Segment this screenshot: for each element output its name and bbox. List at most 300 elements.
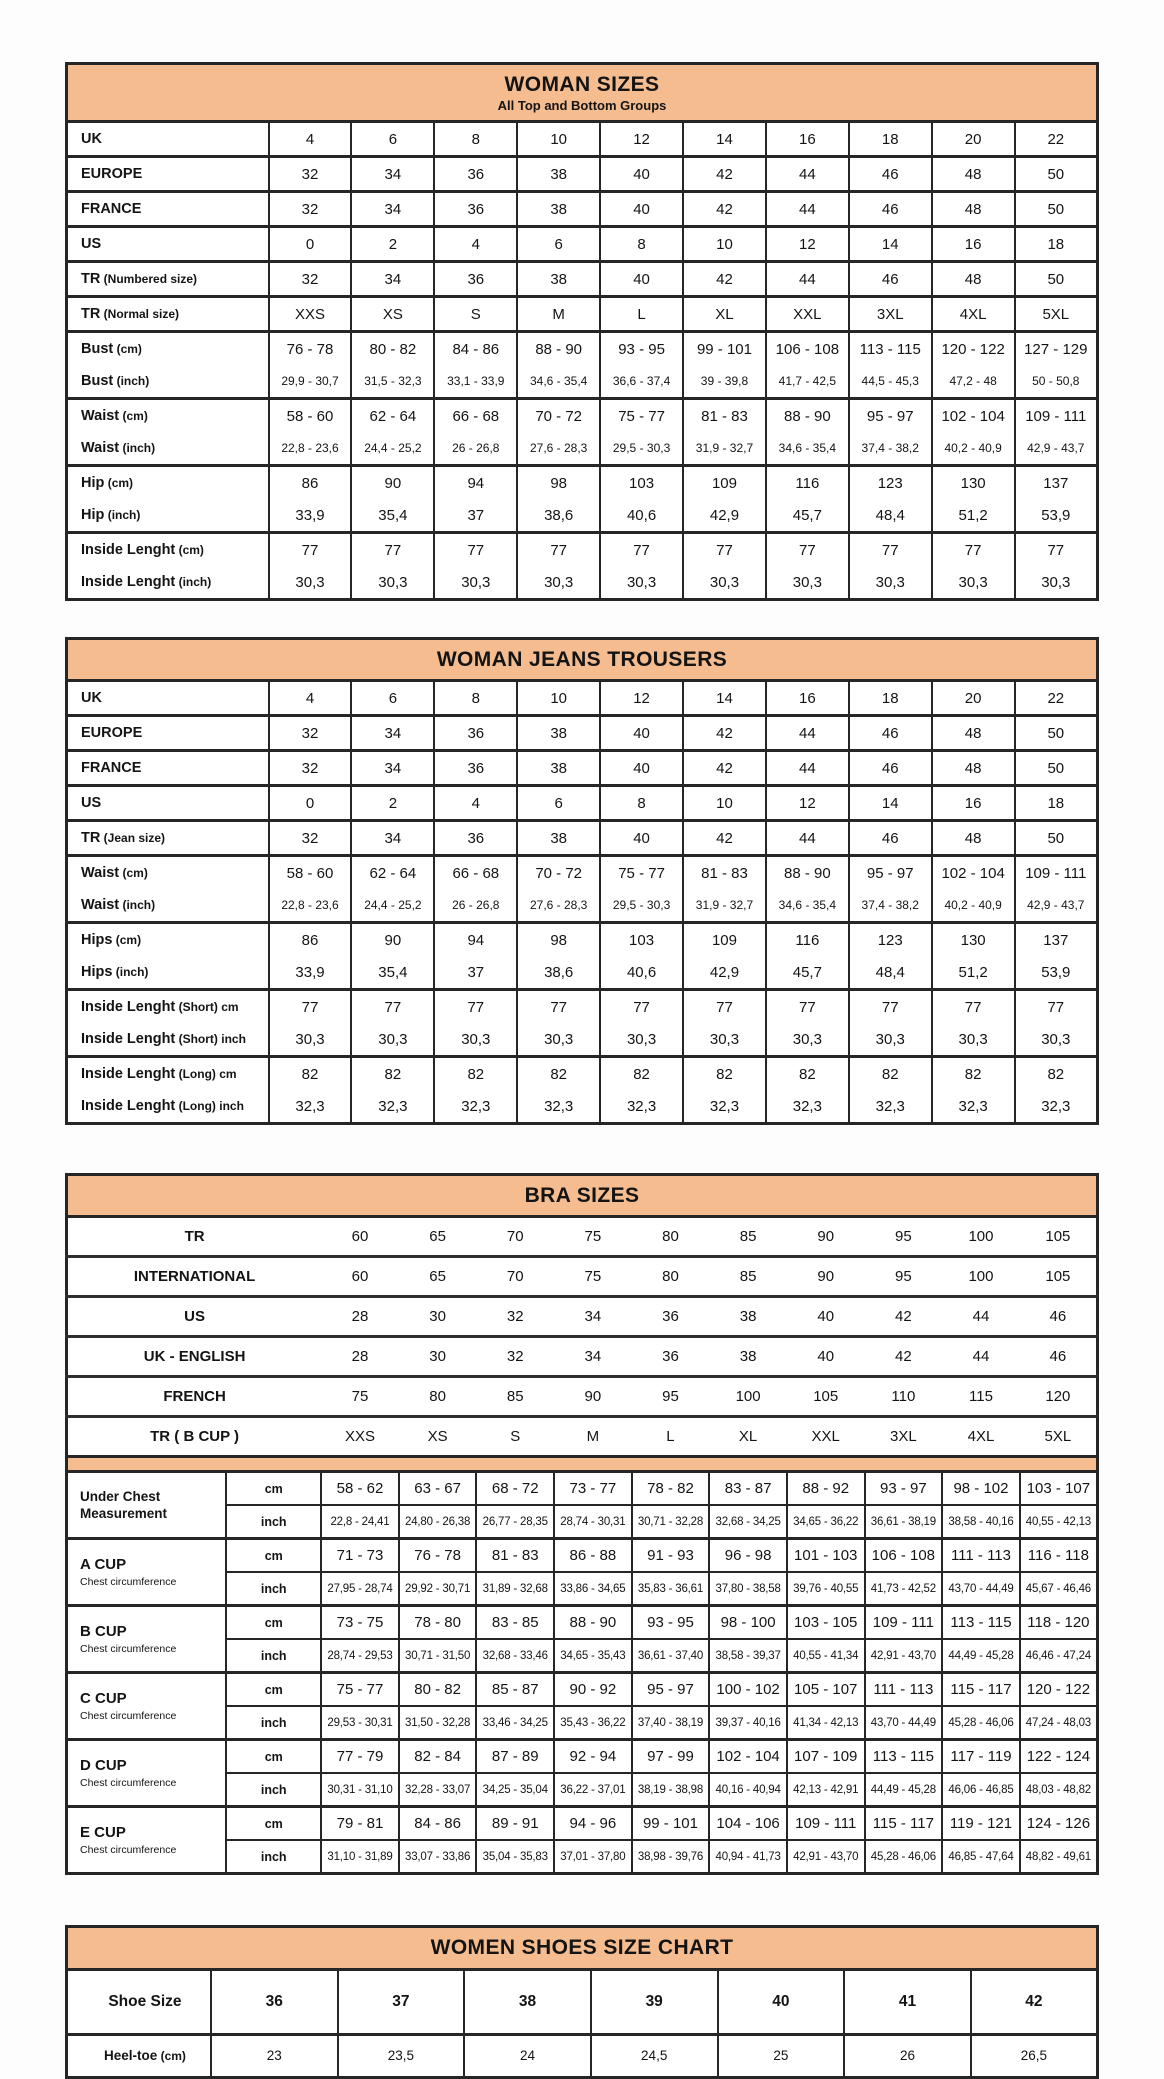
- bra-size-cell: 100: [709, 1377, 787, 1417]
- size-cell: 20: [932, 681, 1015, 716]
- size-cell: 32,3: [849, 1090, 932, 1124]
- row-label-text: Hips: [81, 964, 113, 981]
- inch-range-cell: 47,24 - 48,03: [1020, 1706, 1098, 1740]
- size-cell: 81 - 83: [683, 399, 766, 433]
- bra-system-group: [67, 1337, 1098, 1377]
- bra-size-cell: 65: [399, 1217, 477, 1257]
- size-cell: 99 - 101: [683, 332, 766, 366]
- size-cell: 22: [1015, 681, 1098, 716]
- inch-range-cell: 35,83 - 36,61: [632, 1572, 710, 1606]
- size-cell: 46: [849, 821, 932, 856]
- bra-size-cell: 85: [709, 1217, 787, 1257]
- bra-size-cell: 90: [787, 1257, 865, 1297]
- size-cell: 82: [434, 1057, 517, 1091]
- table-row: [67, 1023, 1098, 1057]
- bra-system-group: [67, 1417, 1098, 1457]
- size-cell: 42: [683, 157, 766, 192]
- size-cell: 41,7 - 42,5: [766, 365, 849, 399]
- size-cell: 32: [269, 157, 352, 192]
- size-cell: 4: [269, 681, 352, 716]
- size-cell: 77: [1015, 533, 1098, 567]
- size-cell: 80 - 82: [351, 332, 434, 366]
- row-label-text: US: [81, 236, 102, 253]
- table-row: [67, 1606, 1098, 1640]
- size-cell: 88 - 90: [766, 399, 849, 433]
- inch-range-cell: 40,55 - 41,34: [787, 1639, 865, 1673]
- size-cell: 82: [683, 1057, 766, 1091]
- bra-size-cell: 46: [1020, 1297, 1098, 1337]
- cm-range-cell: 94 - 96: [554, 1807, 632, 1841]
- cm-range-cell: 111 - 113: [942, 1539, 1020, 1573]
- size-cell: 24,4 - 25,2: [351, 432, 434, 466]
- row-label: US: [67, 1297, 322, 1337]
- cm-range-cell: 103 - 107: [1020, 1472, 1098, 1506]
- bra-sizes-header: [67, 1175, 1098, 1217]
- bra-size-cell: 65: [399, 1257, 477, 1297]
- bra-size-cell: 38: [709, 1297, 787, 1337]
- size-cell: 33,1 - 33,9: [434, 365, 517, 399]
- table-row: [67, 1969, 1098, 2034]
- unit-inch-cell: inch: [226, 1840, 321, 1874]
- inch-range-cell: 24,80 - 26,38: [399, 1505, 477, 1539]
- size-cell: 36: [434, 716, 517, 751]
- size-cell: 40,6: [600, 499, 683, 533]
- cup-name: C CUP: [80, 1690, 127, 1708]
- size-cell: 37,4 - 38,2: [849, 432, 932, 466]
- cm-range-cell: 93 - 95: [632, 1606, 710, 1640]
- size-cell: 77: [766, 533, 849, 567]
- size-cell: 30,3: [1015, 1023, 1098, 1057]
- row-label: [67, 365, 269, 399]
- table-row: [67, 122, 1098, 157]
- size-cell: 38,6: [517, 956, 600, 990]
- bra-size-cell: 46: [1020, 1337, 1098, 1377]
- size-cell: 38: [517, 157, 600, 192]
- row-label-note: (Long) cm: [175, 1067, 237, 1082]
- row-group: [67, 856, 1098, 923]
- cm-range-cell: 105 - 107: [787, 1673, 865, 1707]
- table-row: [67, 399, 1098, 433]
- inch-range-cell: 30,71 - 31,50: [399, 1639, 477, 1673]
- cup-group: [67, 1539, 1098, 1606]
- shoe-size-cell: 38: [464, 1969, 591, 2034]
- inch-range-cell: 37,01 - 37,80: [554, 1840, 632, 1874]
- bra-size-cell: 75: [321, 1377, 399, 1417]
- row-label: [67, 227, 269, 262]
- size-cell: 103: [600, 923, 683, 957]
- row-label: [67, 157, 269, 192]
- cm-range-cell: 109 - 111: [787, 1807, 865, 1841]
- row-label: [67, 990, 269, 1024]
- size-cell: 50 - 50,8: [1015, 365, 1098, 399]
- table-row: [67, 1807, 1098, 1841]
- size-cell: 130: [932, 466, 1015, 500]
- size-cell: 8: [600, 227, 683, 262]
- row-label: [67, 821, 269, 856]
- cm-range-cell: 58 - 62: [321, 1472, 399, 1506]
- size-cell: 70 - 72: [517, 399, 600, 433]
- size-cell: 32,3: [1015, 1090, 1098, 1124]
- unit-cm-cell: cm: [226, 1740, 321, 1774]
- inch-range-cell: 28,74 - 30,31: [554, 1505, 632, 1539]
- table-row: [67, 821, 1098, 856]
- size-cell: 77: [849, 533, 932, 567]
- unit-inch-cell: inch: [226, 1706, 321, 1740]
- row-label-text: Inside Lenght: [81, 999, 176, 1016]
- size-cell: 18: [849, 122, 932, 157]
- size-cell: 4: [434, 786, 517, 821]
- bra-size-cell: 42: [865, 1297, 943, 1337]
- row-label: [67, 1090, 269, 1124]
- bra-size-cell: 42: [865, 1337, 943, 1377]
- cm-range-cell: 88 - 90: [554, 1606, 632, 1640]
- row-group: [67, 192, 1098, 227]
- size-cell: 53,9: [1015, 956, 1098, 990]
- size-cell: 50: [1015, 716, 1098, 751]
- size-cell: 90: [351, 466, 434, 500]
- cup-label: [67, 1740, 227, 1807]
- size-cell: 0: [269, 227, 352, 262]
- bra-size-cell: 90: [787, 1217, 865, 1257]
- table-row: [67, 889, 1098, 923]
- inch-range-cell: 43,70 - 44,49: [942, 1572, 1020, 1606]
- inch-range-cell: 40,94 - 41,73: [709, 1840, 787, 1874]
- size-cell: 42: [683, 262, 766, 297]
- cup-subtitle: Chest circumference: [80, 1709, 177, 1722]
- row-label-text: US: [81, 795, 102, 812]
- size-cell: 127 - 129: [1015, 332, 1098, 366]
- size-cell: 18: [1015, 786, 1098, 821]
- row-label-note: (Numbered size): [100, 272, 198, 287]
- size-cell: 137: [1015, 466, 1098, 500]
- cm-range-cell: 113 - 115: [942, 1606, 1020, 1640]
- size-cell: 109 - 111: [1015, 399, 1098, 433]
- cm-range-cell: 86 - 88: [554, 1539, 632, 1573]
- unit-cm-cell: cm: [226, 1673, 321, 1707]
- row-label: [67, 466, 269, 500]
- size-cell: 48: [932, 821, 1015, 856]
- cm-range-cell: 99 - 101: [632, 1807, 710, 1841]
- row-label-note: (cm): [175, 543, 204, 558]
- size-cell: 18: [849, 681, 932, 716]
- size-cell: 82: [351, 1057, 434, 1091]
- row-label: [67, 889, 269, 923]
- bra-size-cell: 30: [399, 1337, 477, 1377]
- size-cell: 82: [269, 1057, 352, 1091]
- woman-sizes-subtitle: All Top and Bottom Groups: [497, 98, 667, 114]
- size-cell: 38: [517, 751, 600, 786]
- cm-range-cell: 115 - 117: [865, 1807, 943, 1841]
- size-cell: 0: [269, 786, 352, 821]
- size-cell: 10: [517, 681, 600, 716]
- women-shoes-table: [65, 1925, 1099, 2078]
- size-cell: 26 - 26,8: [434, 432, 517, 466]
- size-cell: 40: [600, 157, 683, 192]
- size-cell: 30,3: [766, 566, 849, 600]
- cm-range-cell: 100 - 102: [709, 1673, 787, 1707]
- size-cell: 33,9: [269, 499, 352, 533]
- bra-size-cell: 75: [554, 1257, 632, 1297]
- row-label-text: TR: [81, 830, 101, 847]
- shoe-size-cell: 39: [591, 1969, 718, 2034]
- size-cell: 50: [1015, 821, 1098, 856]
- unit-cm-cell: cm: [226, 1606, 321, 1640]
- size-cell: 70 - 72: [517, 856, 600, 890]
- size-cell: 46: [849, 192, 932, 227]
- inch-range-cell: 31,89 - 32,68: [476, 1572, 554, 1606]
- cup-subtitle: Chest circumference: [80, 1642, 177, 1655]
- inch-range-cell: 43,70 - 44,49: [865, 1706, 943, 1740]
- row-label: [67, 856, 269, 890]
- row-label-note: (cm): [104, 476, 134, 491]
- bra-size-cell: 30: [399, 1297, 477, 1337]
- size-cell: 30,3: [600, 1023, 683, 1057]
- size-cell: 6: [517, 786, 600, 821]
- inch-range-cell: 40,55 - 42,13: [1020, 1505, 1098, 1539]
- bra-size-cell: 34: [554, 1337, 632, 1377]
- table-row: [67, 192, 1098, 227]
- cm-range-cell: 63 - 67: [399, 1472, 477, 1506]
- size-cell: XXL: [766, 297, 849, 332]
- size-cell: 75 - 77: [600, 399, 683, 433]
- size-cell: 31,9 - 32,7: [683, 889, 766, 923]
- size-cell: 45,7: [766, 956, 849, 990]
- bra-system-group: [67, 1377, 1098, 1417]
- cm-range-cell: 91 - 93: [632, 1539, 710, 1573]
- size-cell: 82: [1015, 1057, 1098, 1091]
- row-label-text: Inside Lenght: [81, 1098, 176, 1115]
- size-cell: 53,9: [1015, 499, 1098, 533]
- woman-jeans-title: WOMAN JEANS TROUSERS: [436, 648, 728, 672]
- cm-range-cell: 92 - 94: [554, 1740, 632, 1774]
- size-cell: 42: [683, 716, 766, 751]
- size-cell: 46: [849, 262, 932, 297]
- cm-range-cell: 122 - 124: [1020, 1740, 1098, 1774]
- row-label-text: Waist: [81, 440, 120, 457]
- cm-range-cell: 83 - 87: [709, 1472, 787, 1506]
- inch-range-cell: 42,91 - 43,70: [787, 1840, 865, 1874]
- row-label-note: (Short) inch: [175, 1032, 246, 1047]
- shoe-row-group: [67, 1969, 1098, 2034]
- cup-name: A CUP: [80, 1556, 127, 1574]
- size-cell: 58 - 60: [269, 399, 352, 433]
- bra-size-cell: 75: [554, 1217, 632, 1257]
- row-label-note: (inch): [119, 441, 156, 456]
- inch-range-cell: 44,49 - 45,28: [942, 1639, 1020, 1673]
- size-cell: 31,5 - 32,3: [351, 365, 434, 399]
- size-cell: 34,6 - 35,4: [766, 432, 849, 466]
- size-cell: 62 - 64: [351, 399, 434, 433]
- size-cell: 40: [600, 262, 683, 297]
- row-group: [67, 786, 1098, 821]
- size-cell: 77: [1015, 990, 1098, 1024]
- size-cell: 116: [766, 923, 849, 957]
- row-label-note: (Normal size): [100, 307, 180, 322]
- bra-size-cell: 70: [476, 1217, 554, 1257]
- size-cell: 26 - 26,8: [434, 889, 517, 923]
- row-label: [67, 432, 269, 466]
- size-cell: 44: [766, 192, 849, 227]
- size-cell: 3XL: [849, 297, 932, 332]
- size-cell: 16: [766, 681, 849, 716]
- bra-size-cell: 110: [865, 1377, 943, 1417]
- size-cell: 62 - 64: [351, 856, 434, 890]
- separator-band: [67, 1457, 1098, 1472]
- row-group: [67, 297, 1098, 332]
- cm-range-cell: 88 - 92: [787, 1472, 865, 1506]
- table-row: [67, 1472, 1098, 1506]
- inch-range-cell: 48,03 - 48,82: [1020, 1773, 1098, 1807]
- size-cell: 6: [351, 122, 434, 157]
- inch-range-cell: 46,46 - 47,24: [1020, 1639, 1098, 1673]
- bra-size-cell: XXS: [321, 1417, 399, 1457]
- size-cell: 32,3: [932, 1090, 1015, 1124]
- cm-range-cell: 98 - 100: [709, 1606, 787, 1640]
- size-cell: 40: [600, 192, 683, 227]
- row-label-text: Bust: [81, 341, 114, 358]
- size-cell: 95 - 97: [849, 399, 932, 433]
- size-cell: 40,6: [600, 956, 683, 990]
- unit-cm-cell: cm: [226, 1539, 321, 1573]
- row-label: [67, 192, 269, 227]
- inch-range-cell: 32,68 - 33,46: [476, 1639, 554, 1673]
- size-cell: 46: [849, 157, 932, 192]
- row-label-note: (inch): [104, 508, 141, 523]
- row-label-text: Inside Lenght: [81, 1031, 176, 1048]
- row-label-text: Inside Lenght: [81, 574, 176, 591]
- inch-range-cell: 29,92 - 30,71: [399, 1572, 477, 1606]
- row-label: [67, 297, 269, 332]
- bra-sizes-title: BRA SIZES: [524, 1184, 640, 1208]
- size-cell: 77: [683, 533, 766, 567]
- size-cell: 77: [517, 533, 600, 567]
- size-cell: 102 - 104: [932, 856, 1015, 890]
- row-label-text: Waist: [81, 865, 120, 882]
- table-row: [67, 1740, 1098, 1774]
- cm-range-cell: 103 - 105: [787, 1606, 865, 1640]
- size-cell: 50: [1015, 751, 1098, 786]
- row-label: [67, 499, 269, 533]
- row-label-text: Waist: [81, 897, 120, 914]
- row-label-text: TR: [81, 271, 101, 288]
- cm-range-cell: 111 - 113: [865, 1673, 943, 1707]
- shoe-row-group: [67, 2034, 1098, 2077]
- row-label-note: (cm): [119, 409, 148, 424]
- size-cell: 30,3: [517, 1023, 600, 1057]
- size-cell: 86: [269, 466, 352, 500]
- size-cell: 82: [600, 1057, 683, 1091]
- inch-range-cell: 38,58 - 39,37: [709, 1639, 787, 1673]
- size-cell: 30,3: [932, 566, 1015, 600]
- size-cell: 38: [517, 716, 600, 751]
- size-cell: XS: [351, 297, 434, 332]
- row-label: [67, 566, 269, 600]
- size-cell: 106 - 108: [766, 332, 849, 366]
- inch-range-cell: 22,8 - 24,41: [321, 1505, 399, 1539]
- size-cell: 34: [351, 157, 434, 192]
- size-cell: 47,2 - 48: [932, 365, 1015, 399]
- cup-label: [67, 1606, 227, 1673]
- size-cell: 102 - 104: [932, 399, 1015, 433]
- size-cell: 109: [683, 923, 766, 957]
- size-cell: 48,4: [849, 956, 932, 990]
- size-cell: 77: [600, 990, 683, 1024]
- table-row: [67, 1673, 1098, 1707]
- size-cell: 38: [517, 192, 600, 227]
- size-cell: 40: [600, 716, 683, 751]
- row-label-note: (Long) inch: [175, 1099, 244, 1114]
- cup-label: [67, 1472, 227, 1539]
- row-label-text: UK: [81, 131, 102, 148]
- inch-range-cell: 35,04 - 35,83: [476, 1840, 554, 1874]
- cup-label: [67, 1807, 227, 1874]
- row-label-text: FRANCE: [81, 201, 142, 218]
- row-label: [67, 1023, 269, 1057]
- size-cell: 32,3: [517, 1090, 600, 1124]
- inch-range-cell: 31,10 - 31,89: [321, 1840, 399, 1874]
- table-row: [67, 499, 1098, 533]
- row-group: [67, 466, 1098, 533]
- row-label-note: (cm): [157, 2049, 186, 2064]
- inch-range-cell: 30,31 - 31,10: [321, 1773, 399, 1807]
- bra-size-cell: 44: [942, 1337, 1020, 1377]
- size-cell: 81 - 83: [683, 856, 766, 890]
- size-cell: 30,3: [849, 566, 932, 600]
- table-row: [67, 681, 1098, 716]
- size-cell: 18: [1015, 227, 1098, 262]
- cm-range-cell: 76 - 78: [399, 1539, 477, 1573]
- table-row: [67, 1057, 1098, 1091]
- row-group: [67, 716, 1098, 751]
- size-cell: 77: [434, 533, 517, 567]
- bra-size-cell: 95: [865, 1217, 943, 1257]
- size-cell: 44: [766, 821, 849, 856]
- size-cell: 37: [434, 499, 517, 533]
- size-cell: 46: [849, 751, 932, 786]
- inch-range-cell: 39,76 - 40,55: [787, 1572, 865, 1606]
- size-cell: S: [434, 297, 517, 332]
- table-row: [67, 1090, 1098, 1124]
- row-group: [67, 262, 1098, 297]
- size-cell: 29,9 - 30,7: [269, 365, 352, 399]
- bra-size-cell: 44: [942, 1297, 1020, 1337]
- bra-size-cell: L: [632, 1417, 710, 1457]
- cm-range-cell: 77 - 79: [321, 1740, 399, 1774]
- cm-range-cell: 89 - 91: [476, 1807, 554, 1841]
- size-cell: 77: [766, 990, 849, 1024]
- size-cell: 123: [849, 923, 932, 957]
- row-label-note: (inch): [175, 575, 212, 590]
- size-cell: 38: [517, 821, 600, 856]
- inch-range-cell: 31,50 - 32,28: [399, 1706, 477, 1740]
- cup-group: [67, 1673, 1098, 1740]
- inch-range-cell: 32,68 - 34,25: [709, 1505, 787, 1539]
- heel-toe-cell: 25: [718, 2034, 845, 2077]
- row-label-note: (cm): [113, 342, 142, 357]
- inch-range-cell: 32,28 - 33,07: [399, 1773, 477, 1807]
- inch-range-cell: 46,06 - 46,85: [942, 1773, 1020, 1807]
- size-cell: 48: [932, 157, 1015, 192]
- inch-range-cell: 45,28 - 46,06: [942, 1706, 1020, 1740]
- heel-toe-cell: 23: [211, 2034, 338, 2077]
- table-row: [67, 786, 1098, 821]
- size-cell: 77: [932, 990, 1015, 1024]
- bra-size-cell: 100: [942, 1257, 1020, 1297]
- size-cell: 40: [600, 821, 683, 856]
- bra-size-cell: 40: [787, 1337, 865, 1377]
- size-cell: 50: [1015, 262, 1098, 297]
- inch-range-cell: 41,73 - 42,52: [865, 1572, 943, 1606]
